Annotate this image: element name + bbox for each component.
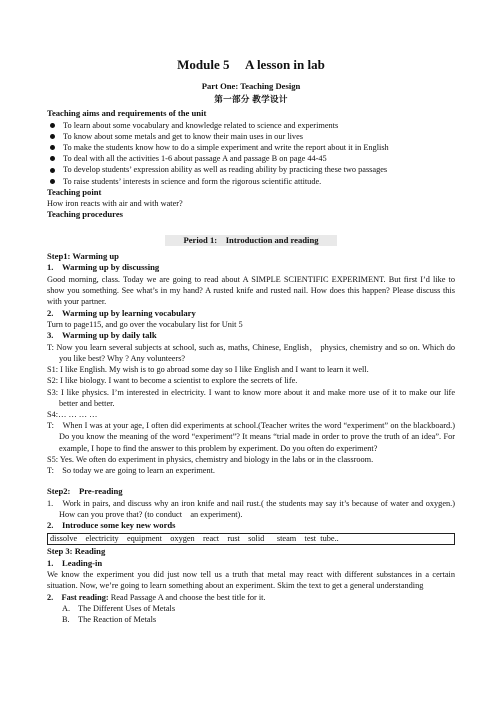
fast-reading-label: 2. Fast reading: (47, 592, 109, 602)
teaching-point-text: How iron reacts with air and with water? (47, 199, 183, 209)
step1-heading: Step1: Warming up (47, 250, 119, 261)
aim-item: To raise students’ interests in science and form the rigorous scientific attitude. (47, 176, 455, 187)
dialogue-line: S4:… … … … (47, 409, 98, 419)
document-page (47, 54, 455, 625)
fast-reading-text: Read Passage A and choose the best title for it. (108, 592, 266, 602)
bullet-icon (50, 123, 55, 128)
step1-sub2-text: Turn to page115, and go over the vocabulary list for Unit 5 (47, 320, 243, 330)
aims-heading: Teaching aims and requirements of the unit (47, 108, 207, 118)
option-item: A. The Different Uses of Metals (62, 603, 176, 613)
step1-sub1-heading: 1. Warming up by discussing (47, 262, 160, 273)
step1-sub3-heading: 3. Warming up by daily talk (47, 330, 157, 341)
step3-sub1-text: We know the experiment you did just now tell us a truth that metal may react with different substances in a certain situation. Now, we’re going to learn something about an experiment. Skim the text to get a general understanding (47, 570, 455, 591)
bullet-icon (50, 168, 55, 173)
dialogue-line: T: When I was at your age, I often did experiments at school.(Teacher writes the word “experiment” on the blackboard.) Do you know the meaning of the word “experiment”? It means “trial made in order to prove the truth of an idea”. For example, I hope to find the answer to this problem by experiment. Do you often do experiment? (47, 421, 455, 453)
period-banner: Period 1: Introduction and reading (47, 230, 455, 248)
dialogue-line: S3: I like physics. I’m interested in electricity. I want to know more about it and make more use of it to make our life better and better. (47, 387, 455, 408)
dialogue-line: S2: I like biology. I want to become a scientist to explore the secrets of life. (47, 376, 298, 386)
aim-item: To deal with all the activities 1-6 about passage A and passage B on page 44-45 (47, 153, 455, 164)
step3-heading: Step 3: Reading (47, 546, 106, 557)
module-title: Module 5 A lesson in lab (177, 57, 325, 72)
dialogue-line: T: Now you learn several subjects at school, such as, maths, Chinese, English， physics, chemistry and so on. Which do you like best? Why ? Any volunteers? (47, 342, 455, 363)
aims-list (47, 120, 455, 187)
bullet-icon (50, 134, 55, 139)
step3-sub2 (47, 592, 455, 603)
dialogue-line: S5: Yes. We often do experiment in physics, chemistry and biology in the labs or in the classroom. (47, 454, 374, 464)
dialogue-line: T: So today we are going to learn an experiment. (47, 465, 216, 475)
aim-item: To develop students’ expression ability as well as reading ability by practicing these two passages (47, 164, 455, 175)
step1-sub1-text: Good morning, class. Today we are going to read about A SIMPLE SCIENTIFIC EXPERIMENT. But first I’d like to show you something. See what’s in my hand? A rusted knife and rusted nail. How does this happen? Please discuss this with your partner. (47, 274, 455, 307)
procedures-heading: Teaching procedures (47, 209, 124, 220)
bullet-icon (50, 156, 55, 161)
dialogue-line: S1: I like English. My wish is to go abroad some day so I like English and I want to learn it well. (47, 365, 369, 375)
bullet-icon (50, 179, 55, 184)
step2-sub1-text: 1. Work in pairs, and discuss why an iron knife and nail rust.( the students may say it’s because of water and oxygen.) How can you prove that? (to conduct an experiment). (47, 498, 455, 519)
bullet-icon (50, 145, 55, 150)
step1-sub2-heading: 2. Warming up by learning vocabulary (47, 307, 196, 318)
step2-sub2-heading: 2. Introduce some key new words (47, 520, 176, 531)
aim-item: To know about some metals and get to know their main uses in our lives (47, 131, 455, 142)
part-subtitle-chinese: 第一部分 教学设计 (214, 94, 288, 104)
key-words-box: dissolve electricity equipment oxygen react rust solid steam test tube.. (47, 533, 455, 546)
aim-item: To learn about some vocabulary and knowledge related to science and experiments (47, 120, 455, 131)
option-item: B. The Reaction of Metals (62, 614, 157, 624)
part-subtitle: Part One: Teaching Design (201, 81, 301, 91)
step2-heading: Step2: Pre-reading (47, 486, 123, 497)
step3-sub1-heading: 1. Leading-in (47, 557, 103, 568)
teaching-point-heading: Teaching point (47, 186, 102, 197)
aim-item: To make the students know how to do a simple experiment and write the report about it in English (47, 142, 455, 153)
